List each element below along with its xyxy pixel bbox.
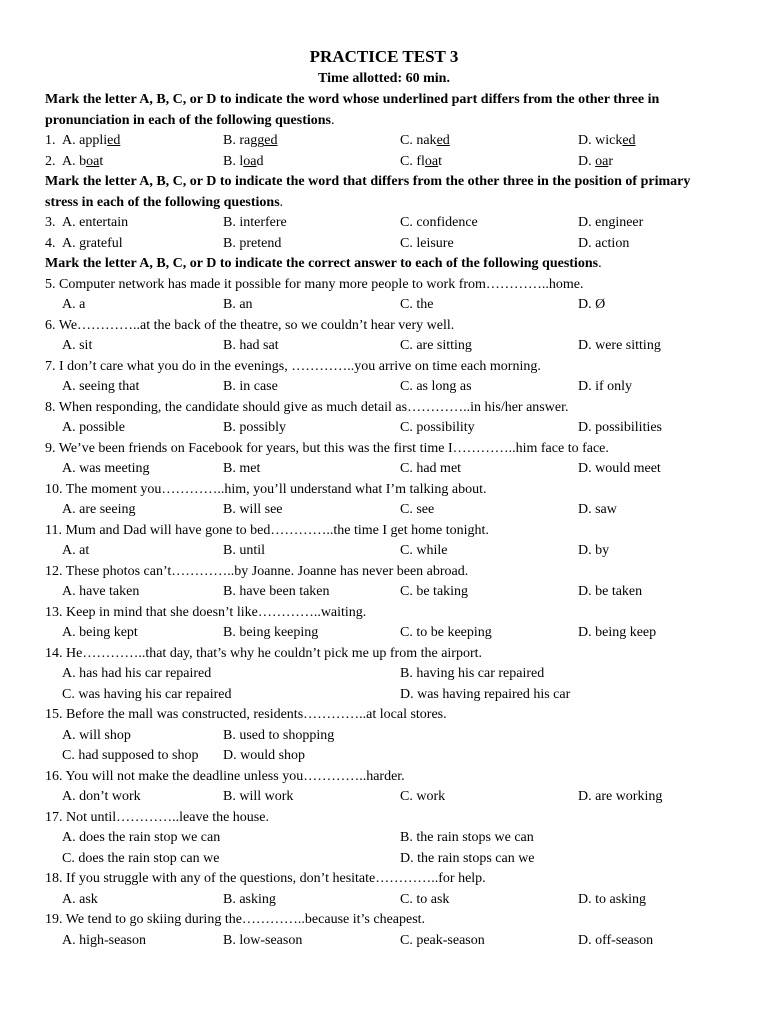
question-6-stem: 6. We…………..at the back of the theatre, so we couldn’t hear very well. [45, 317, 455, 333]
option-a: A. high-season [62, 932, 146, 948]
option-d: D. saw [578, 502, 617, 517]
question-11-options [45, 541, 725, 562]
question-12-stem: 12. These photos can’t…………..by Joanne. Joanne has never been abroad. [45, 563, 469, 579]
option-c: C. peak-season [400, 932, 485, 948]
option-d: D. off-season [578, 932, 654, 948]
question-13-stem: 13. Keep in mind that she doesn’t like…………..waiting. [45, 604, 367, 620]
question-1 [45, 131, 725, 152]
option-d: D. to asking [578, 891, 647, 907]
question-18-stem: 18. If you struggle with any of the questions, don’t hesitate…………..for help. [45, 871, 486, 886]
instruction-stress: Mark the letter A, B, C, or D to indicate the word that differs from the other three in the position of primary stress in each of the following questions. [45, 174, 691, 210]
option-b: B. pretend [223, 235, 282, 251]
question-6-options [45, 336, 725, 357]
question-9-options [45, 459, 725, 480]
question-19-stem: 19. We tend to go skiing during the…………..because it’s cheapest. [45, 912, 426, 927]
question-content [45, 90, 725, 951]
question-11-stem: 11. Mum and Dad will have gone to bed…………..the time I get home tonight. [45, 522, 489, 538]
option-a: A. don’t work [62, 789, 141, 804]
question-13-options [45, 623, 725, 644]
time-allotted: Time allotted: 60 min. [318, 71, 450, 86]
question-5-stem: 5. Computer network has made it possible for many more people to work from…………..home. [45, 276, 584, 292]
option-c: C. the [400, 297, 434, 312]
option-b: B. have been taken [223, 584, 330, 599]
question-15-options-cd [45, 746, 725, 767]
option-a: A. possible [62, 420, 125, 435]
option-b: B. until [223, 543, 266, 558]
option-b: B. will work [223, 789, 294, 804]
option-b: B. having his car repaired [400, 666, 545, 681]
question-19-options [45, 931, 725, 952]
option-c: C. naked [400, 133, 450, 148]
option-d: D. were sitting [578, 338, 661, 353]
option-d: D. if only [578, 379, 633, 394]
question-15-stem: 15. Before the mall was constructed, residents…………..at local stores. [45, 707, 447, 722]
option-d: D. engineer [578, 215, 644, 230]
option-b: B. interfere [223, 215, 287, 230]
option-b: B. met [223, 461, 261, 476]
option-a: A. sit [62, 338, 93, 353]
option-b: B. an [223, 297, 253, 312]
option-d: D. Ø [578, 297, 606, 312]
option-b: B. being keeping [223, 625, 319, 640]
question-18-options [45, 890, 725, 911]
option-d: D. possibilities [578, 420, 663, 435]
option-a: A. seeing that [62, 379, 140, 394]
question-number: 1. [45, 133, 56, 148]
question-number: 2. [45, 153, 56, 169]
option-a: A. entertain [62, 215, 129, 230]
option-c: C. confidence [400, 215, 478, 230]
question-number: 4. [45, 235, 56, 251]
option-c: C. was having his car repaired [62, 686, 232, 702]
option-d: D. action [578, 235, 630, 251]
question-4 [45, 234, 725, 255]
question-8-options [45, 418, 725, 439]
option-d: D. be taken [578, 584, 643, 599]
question-9-stem: 9. We’ve been friends on Facebook for years, but this was the first time I…………..him face to face. [45, 440, 609, 456]
option-a: A. boat [62, 153, 104, 169]
question-8-stem: 8. When responding, the candidate should give as much detail as…………..in his/her answer. [45, 399, 569, 415]
question-3 [45, 213, 725, 234]
option-c: C. had supposed to shop [62, 748, 199, 763]
option-c: C. see [400, 502, 435, 517]
option-b: B. asking [223, 891, 276, 907]
option-d: D. would shop [223, 748, 306, 763]
question-14-options-cd [45, 685, 725, 706]
option-a: A. at [62, 543, 90, 558]
option-b: B. in case [223, 379, 278, 394]
option-b: B. the rain stops we can [400, 830, 534, 845]
question-10-options [45, 500, 725, 521]
option-b: B. had sat [223, 338, 279, 353]
question-14-options-ab [45, 664, 725, 685]
option-d: D. being keep [578, 625, 657, 640]
option-b: B. possibly [223, 420, 287, 435]
option-d: D. would meet [578, 461, 661, 476]
option-c: C. to ask [400, 891, 450, 907]
question-7-stem: 7. I don’t care what you do in the evenings, …………..you arrive on time each morning. [45, 358, 541, 374]
option-a: A. ask [62, 891, 98, 907]
question-7-options [45, 377, 725, 398]
instruction-pronunciation: Mark the letter A, B, C, or D to indicate the word whose underlined part differs from the other three in pronunciation in each of the following questions. [45, 92, 660, 128]
question-14-stem: 14. He…………..that day, that’s why he couldn’t pick me up from the airport. [45, 645, 483, 661]
option-c: C. had met [400, 461, 462, 476]
option-b: B. will see [223, 502, 283, 517]
option-a: A. was meeting [62, 461, 150, 476]
option-b: B. low-season [223, 932, 303, 948]
option-a: A. being kept [62, 625, 138, 640]
option-b: B. used to shopping [223, 727, 335, 743]
option-a: A. are seeing [62, 502, 136, 517]
option-c: C. possibility [400, 420, 475, 435]
question-12-options [45, 582, 725, 603]
question-5-options [45, 295, 725, 316]
option-c: C. are sitting [400, 338, 472, 353]
option-d: D. by [578, 543, 610, 558]
option-b: B. ragged [223, 133, 278, 148]
option-a: A. applied [62, 133, 121, 148]
question-17-options-cd [45, 849, 725, 870]
option-a: A. will shop [62, 727, 131, 743]
option-c: C. while [400, 543, 448, 558]
question-10-stem: 10. The moment you…………..him, you’ll understand what I’m talking about. [45, 481, 487, 497]
option-c: C. as long as [400, 379, 472, 394]
option-a: A. a [62, 297, 86, 312]
option-b: B. load [223, 153, 264, 169]
option-a: A. grateful [62, 235, 123, 251]
question-15-options-ab [45, 726, 725, 747]
option-c: C. float [400, 153, 443, 169]
option-d: D. oar [578, 153, 614, 169]
option-d: D. was having repaired his car [400, 686, 571, 702]
instruction-correct-answer: Mark the letter A, B, C, or D to indicate the correct answer to each of the following questions. [45, 256, 602, 271]
question-2 [45, 152, 725, 173]
question-17-stem: 17. Not until…………..leave the house. [45, 809, 269, 825]
question-number: 3. [45, 215, 56, 230]
page-title: PRACTICE TEST 3 [309, 47, 459, 66]
option-c: C. does the rain stop can we [62, 850, 220, 866]
option-c: C. leisure [400, 235, 454, 251]
option-a: A. does the rain stop we can [62, 830, 221, 845]
question-16-options [45, 787, 725, 808]
option-c: C. be taking [400, 584, 469, 599]
option-d: D. wicked [578, 133, 636, 148]
option-c: C. to be keeping [400, 625, 492, 640]
question-16-stem: 16. You will not make the deadline unless you…………..harder. [45, 768, 405, 784]
option-c: C. work [400, 789, 446, 804]
option-a: A. have taken [62, 584, 140, 599]
question-17-options-ab [45, 828, 725, 849]
option-d: D. the rain stops can we [400, 850, 535, 866]
option-a: A. has had his car repaired [62, 666, 212, 681]
option-d: D. are working [578, 789, 663, 804]
